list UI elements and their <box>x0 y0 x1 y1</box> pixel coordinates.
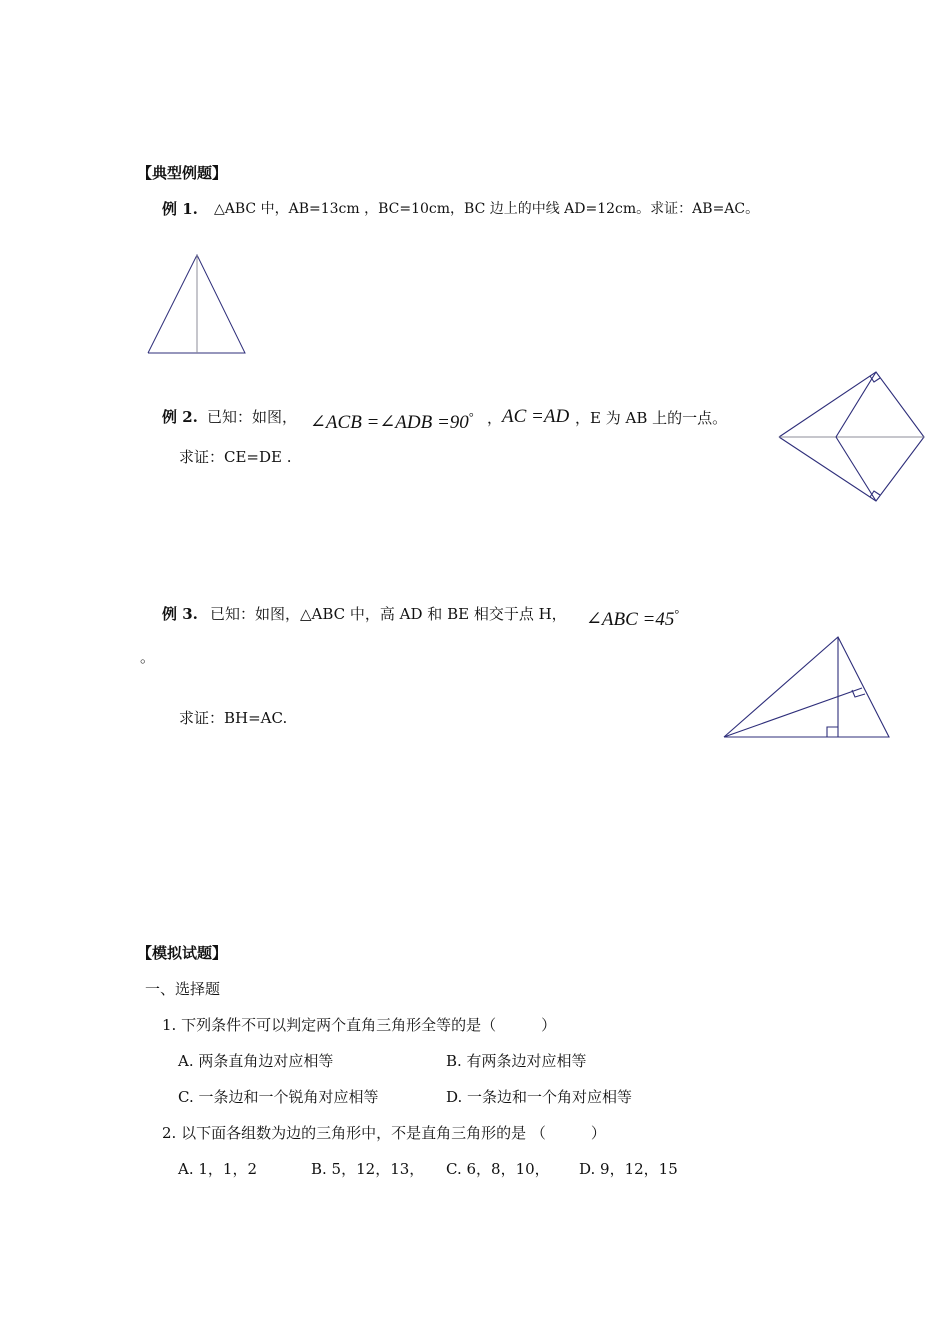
right-angle-mark-d <box>827 727 838 737</box>
example-2-prove: 求证：CE=DE . <box>179 448 292 466</box>
example-3-intro: 已知：如图，△ABC 中，高 AD 和 BE 相交于点 H， <box>210 605 567 623</box>
example-2-separator: ， <box>487 409 503 427</box>
question-2-option-c: C. 6，8，10， <box>446 1160 550 1178</box>
question-1-option-b: B. 有两条边对应相等 <box>446 1052 587 1070</box>
part-title-multiple-choice: 一、选择题 <box>145 980 221 998</box>
right-angle-mark-c <box>870 376 880 382</box>
example-3-angle-equation <box>586 604 679 630</box>
degree-symbol: ° <box>674 607 680 621</box>
example-3-prove: 求证：BH=AC. <box>179 709 288 727</box>
question-1-option-d: D. 一条边和一个角对应相等 <box>446 1088 633 1106</box>
example-2-point-e: ，E 为 AB 上的一点。 <box>575 409 728 427</box>
question-1-option-a: A. 两条直角边对应相等 <box>178 1052 334 1070</box>
question-2-option-b: B. 5，12，13， <box>311 1160 425 1178</box>
question-2-option-d: D. 9，12，15 <box>579 1160 678 1178</box>
example-1-text: △ABC 中，AB=13cm ，BC=10cm，BC 边上的中线 AD=12cm。求证：AB=AC。 <box>214 201 760 217</box>
example-2-side-equation: AC =AD <box>502 406 570 427</box>
section-title-mock-test: 【模拟试题】 <box>137 944 228 962</box>
example-3-label: 例 3. <box>162 605 198 623</box>
triangle-abc <box>724 637 889 737</box>
example-1-label: 例 1. <box>162 200 198 218</box>
example-3-period: 。 <box>140 648 156 666</box>
example-2-label: 例 2. <box>162 408 198 426</box>
example-3-figure <box>0 0 1 1</box>
angle-expression: ∠ABC =45 <box>586 609 675 630</box>
example-2-intro: 已知：如图， <box>207 408 298 426</box>
question-1-stem: 1. 下列条件不可以判定两个直角三角形全等的是（ ） <box>162 1016 557 1034</box>
question-1-option-c: C. 一条边和一个锐角对应相等 <box>178 1088 379 1106</box>
section-title-typical-examples: 【典型例题】 <box>137 164 228 182</box>
question-2-stem: 2. 以下面各组数为边的三角形中，不是直角三角形的是 （ ） <box>162 1124 606 1142</box>
right-angle-mark-d <box>870 491 880 497</box>
altitude-be <box>724 688 862 737</box>
angle-expression: ∠ACB =∠ADB =90 <box>310 412 469 433</box>
degree-symbol: ° <box>468 410 474 424</box>
question-2-option-a: A. 1，1，2 <box>178 1160 257 1178</box>
example-2-angle-equation <box>310 407 474 433</box>
